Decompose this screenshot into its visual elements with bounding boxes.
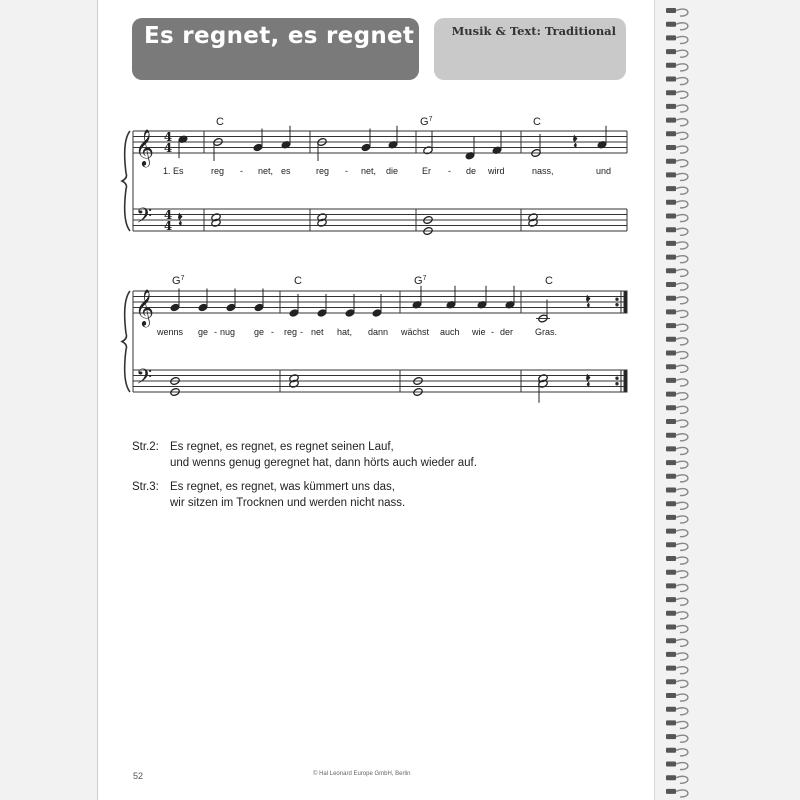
lyric-syllable: 1. Es bbox=[163, 166, 184, 176]
spiral-coil bbox=[676, 516, 688, 523]
binding-hole bbox=[666, 556, 676, 561]
lyric-syllable: net bbox=[311, 327, 324, 337]
spiral-coil bbox=[676, 50, 688, 57]
spiral-coil bbox=[676, 447, 688, 454]
system-braces bbox=[122, 131, 130, 392]
binding-hole bbox=[666, 583, 676, 588]
spiral-coil bbox=[676, 502, 688, 509]
binding-hole bbox=[666, 446, 676, 451]
binding-hole bbox=[666, 104, 676, 109]
binding-hole bbox=[666, 734, 676, 739]
binding-hole bbox=[666, 351, 676, 356]
binding-hole bbox=[666, 762, 676, 767]
verse-line: Es regnet, es regnet, was kümmert uns das, bbox=[170, 481, 395, 493]
lyric-syllable: wird bbox=[488, 166, 505, 176]
clefs bbox=[135, 128, 154, 394]
binding-hole bbox=[666, 77, 676, 82]
spiral-coil bbox=[676, 256, 688, 263]
lyric-syllable: der bbox=[500, 327, 514, 337]
spiral-coil bbox=[676, 105, 688, 112]
binding-hole bbox=[666, 241, 676, 246]
binding-hole bbox=[666, 638, 676, 643]
brace bbox=[122, 131, 130, 231]
lyric-syllable: reg bbox=[284, 327, 298, 337]
binding-hole bbox=[666, 22, 676, 27]
repeat-dot bbox=[616, 298, 618, 300]
binding-hole bbox=[666, 419, 676, 424]
lyric-syllable: reg bbox=[211, 166, 225, 176]
lyric-syllable: wie bbox=[472, 327, 486, 337]
lyric-syllable: und bbox=[596, 166, 612, 176]
spiral-coil bbox=[676, 297, 688, 304]
lyric-syllable: net, bbox=[361, 166, 377, 176]
spiral-coil bbox=[676, 78, 688, 85]
binding-hole bbox=[666, 611, 676, 616]
binding-hole bbox=[666, 501, 676, 506]
spiral-coil bbox=[676, 36, 688, 43]
spiral-coil bbox=[676, 680, 688, 687]
spiral-coil bbox=[676, 543, 688, 550]
binding-hole bbox=[666, 296, 676, 301]
spiral-coil bbox=[676, 434, 688, 441]
spiral-coil bbox=[676, 269, 688, 276]
lyric-syllable: - bbox=[300, 327, 303, 337]
binding-hole bbox=[666, 214, 676, 219]
binding-hole bbox=[666, 186, 676, 191]
binding-hole bbox=[666, 282, 676, 287]
spiral-coil bbox=[676, 242, 688, 249]
verse-line: und wenns genug geregnet hat, dann hörts auch wieder auf. bbox=[170, 457, 477, 469]
binding-hole bbox=[666, 255, 676, 260]
binding-hole bbox=[666, 597, 676, 602]
treble-clef-icon: 𝄞 bbox=[135, 128, 154, 166]
binding-hole bbox=[666, 227, 676, 232]
chord-symbol: C bbox=[216, 116, 224, 128]
chord-symbol: C bbox=[294, 275, 302, 287]
lyric-syllable: nass, bbox=[532, 166, 554, 176]
lyric-syllable: de bbox=[466, 166, 477, 176]
lyrics bbox=[156, 166, 611, 337]
chord-symbol: $G^7$ bbox=[414, 275, 427, 287]
spiral-coil bbox=[676, 338, 688, 345]
spiral-coil bbox=[676, 365, 688, 372]
spiral-coil bbox=[676, 557, 688, 564]
lyric-syllable: wächst bbox=[401, 327, 430, 337]
time-signature-digit: 4 bbox=[163, 219, 173, 233]
spiral-binding-icon bbox=[658, 0, 800, 800]
verse-label: Str.3: bbox=[132, 481, 159, 493]
binding-hole bbox=[666, 625, 676, 630]
binding-hole bbox=[666, 775, 676, 780]
binding-hole bbox=[666, 720, 676, 725]
spiral-coil bbox=[676, 406, 688, 413]
spiral-coil bbox=[676, 146, 688, 153]
verse-line: wir sitzen im Trocknen und werden nicht nass. bbox=[170, 497, 406, 509]
binding-hole bbox=[666, 542, 676, 547]
page-number: 52 bbox=[133, 771, 144, 781]
time-signatures bbox=[164, 130, 172, 233]
spiral-coil bbox=[676, 489, 688, 496]
lyric-syllable: wenns bbox=[157, 327, 184, 337]
binding-hole bbox=[666, 268, 676, 273]
final-barline bbox=[624, 370, 627, 392]
spiral-coil bbox=[676, 530, 688, 537]
time-signature-digit: 4 bbox=[163, 208, 173, 222]
binding-hole bbox=[666, 90, 676, 95]
lyric-syllable: net, bbox=[258, 166, 274, 176]
spiral-coil bbox=[676, 721, 688, 728]
spiral-coil bbox=[676, 584, 688, 591]
binding-hole bbox=[666, 145, 676, 150]
spiral-coil bbox=[676, 23, 688, 30]
repeat-dot bbox=[616, 377, 618, 379]
spiral-coil bbox=[676, 215, 688, 222]
spiral-coil bbox=[676, 64, 688, 71]
spiral-coil bbox=[676, 201, 688, 208]
spiral-coil bbox=[676, 119, 688, 126]
binding-hole bbox=[666, 159, 676, 164]
lyric-syllable: die bbox=[386, 166, 399, 176]
binding-hole bbox=[666, 570, 676, 575]
spiral-coil bbox=[676, 283, 688, 290]
verse-label: Str.2: bbox=[132, 441, 159, 453]
lyric-syllable: hat, bbox=[337, 327, 353, 337]
binding-hole bbox=[666, 63, 676, 68]
repeat-dot bbox=[616, 304, 618, 306]
binding-hole bbox=[666, 529, 676, 534]
binding-hole bbox=[666, 652, 676, 657]
binding-hole bbox=[666, 433, 676, 438]
lyric-syllable: Er bbox=[422, 166, 431, 176]
binding-hole bbox=[666, 405, 676, 410]
chord-symbol: C bbox=[545, 275, 553, 287]
chord-symbol: $G^7$ bbox=[420, 116, 433, 128]
lyric-syllable: - bbox=[240, 166, 243, 176]
binding-hole bbox=[666, 35, 676, 40]
spiral-coil bbox=[676, 379, 688, 386]
lyric-syllable: es bbox=[281, 166, 291, 176]
spiral-coil bbox=[676, 639, 688, 646]
binding-hole bbox=[666, 200, 676, 205]
binding-hole bbox=[666, 309, 676, 314]
bass-clef-icon: 𝄢 bbox=[136, 364, 153, 394]
binding-hole bbox=[666, 666, 676, 671]
lyric-syllable: reg bbox=[316, 166, 330, 176]
lyric-syllable: Gras. bbox=[535, 327, 558, 337]
copyright-notice: © Hal Leonard Europe GmbH, Berlin bbox=[313, 771, 411, 777]
binding-hole bbox=[666, 118, 676, 123]
binding-hole bbox=[666, 172, 676, 177]
time-signature-digit: 4 bbox=[163, 141, 173, 155]
spiral-coil bbox=[676, 173, 688, 180]
lyric-syllable: - bbox=[491, 327, 494, 337]
binding-hole bbox=[666, 707, 676, 712]
credit-text: Musik & Text: Traditional bbox=[451, 24, 616, 38]
lyric-syllable: - bbox=[345, 166, 348, 176]
spiral-coil bbox=[676, 187, 688, 194]
chord-symbol: C bbox=[533, 116, 541, 128]
binding-hole bbox=[666, 488, 676, 493]
spiral-coil bbox=[676, 9, 688, 16]
spiral-coil bbox=[676, 749, 688, 756]
spiral-coil bbox=[676, 626, 688, 633]
bass-clef-icon: 𝄢 bbox=[136, 203, 153, 233]
lyric-syllable: ge bbox=[198, 327, 209, 337]
spiral-coil bbox=[676, 420, 688, 427]
lyric-syllable: auch bbox=[440, 327, 460, 337]
spiral-coil bbox=[676, 598, 688, 605]
binding-hole bbox=[666, 789, 676, 794]
spiral-coil bbox=[676, 91, 688, 98]
lyric-syllable: dann bbox=[368, 327, 389, 337]
final-barline bbox=[624, 291, 627, 313]
lyric-syllable: - bbox=[448, 166, 451, 176]
binding-hole bbox=[666, 474, 676, 479]
spiral-coil bbox=[676, 461, 688, 468]
binding-hole bbox=[666, 131, 676, 136]
spiral-coil bbox=[676, 763, 688, 770]
chord-symbol: $G^7$ bbox=[172, 275, 185, 287]
treble-clef-icon: 𝄞 bbox=[135, 288, 154, 326]
binding-hole bbox=[666, 460, 676, 465]
binding-hole bbox=[666, 364, 676, 369]
binding-hole bbox=[666, 323, 676, 328]
binding-hole bbox=[666, 378, 676, 383]
binding-hole bbox=[666, 392, 676, 397]
spiral-coil bbox=[676, 612, 688, 619]
verse-2 bbox=[132, 439, 592, 471]
spiral-coil bbox=[676, 667, 688, 674]
brace bbox=[122, 291, 130, 392]
binding-hole bbox=[666, 748, 676, 753]
binding-hole bbox=[666, 49, 676, 54]
lyric-syllable: nug bbox=[220, 327, 236, 337]
song-title: Es regnet, es regnet bbox=[144, 23, 415, 49]
time-signature-digit: 4 bbox=[163, 130, 173, 144]
verses-block bbox=[132, 439, 592, 519]
spiral-coil bbox=[676, 393, 688, 400]
spiral-coil bbox=[676, 776, 688, 783]
verse-3 bbox=[132, 479, 592, 511]
spiral-coil bbox=[676, 735, 688, 742]
verse-line: Es regnet, es regnet, es regnet seinen Lauf, bbox=[170, 441, 394, 453]
spiral-coil bbox=[676, 790, 688, 797]
repeat-dot bbox=[616, 383, 618, 385]
lyric-syllable: ge bbox=[254, 327, 265, 337]
spiral-coil bbox=[676, 694, 688, 701]
spiral-coil bbox=[676, 475, 688, 482]
spiral-coil bbox=[676, 324, 688, 331]
spiral-coil bbox=[676, 653, 688, 660]
binding-hole bbox=[666, 693, 676, 698]
lyric-syllable: - bbox=[271, 327, 274, 337]
binding-hole bbox=[666, 515, 676, 520]
spiral-coil bbox=[676, 352, 688, 359]
spiral-coil bbox=[676, 228, 688, 235]
binding-hole bbox=[666, 337, 676, 342]
spiral-coil bbox=[676, 132, 688, 139]
spiral-coil bbox=[676, 571, 688, 578]
binding-hole bbox=[666, 679, 676, 684]
lyric-syllable: - bbox=[214, 327, 217, 337]
spiral-coil bbox=[676, 160, 688, 167]
spiral-coil bbox=[676, 310, 688, 317]
spiral-coil bbox=[676, 708, 688, 715]
binding-hole bbox=[666, 8, 676, 13]
